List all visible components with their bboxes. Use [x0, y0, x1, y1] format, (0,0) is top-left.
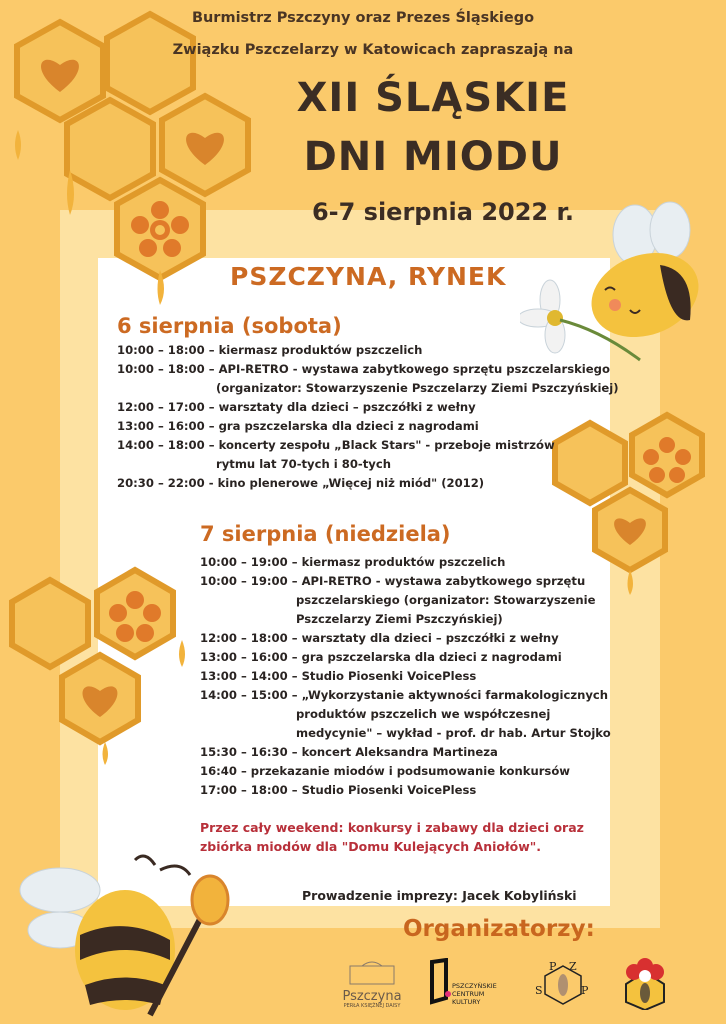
event-title-line-2: DNI MIODU — [303, 134, 563, 180]
event-title-line-1: XII ŚLĄSKIE — [296, 75, 570, 121]
schedule-description: kiermasz produktów pszczelich — [218, 343, 423, 357]
schedule-description-continued: Pszczelarzy Ziemi Pszczyńskiej) — [296, 612, 503, 626]
schedule-item — [117, 398, 619, 417]
schedule-description: gra pszczelarska dla dzieci z nagrodami — [218, 419, 479, 433]
schedule-description: Studio Piosenki VoicePless — [301, 783, 477, 797]
schedule-description-continued: produktów pszczelich we współczesnej — [296, 707, 551, 721]
schedule-description-continued: (organizator: Stowarzyszenie Pszczelarzy Ziemi Pszczyńskiej) — [216, 381, 619, 395]
schedule-item — [200, 667, 611, 686]
schedule-item — [200, 686, 611, 705]
pszczyna-logo-tagline: PERŁA KSIĘŻNEJ DAISY — [343, 1003, 401, 1009]
schedule-time: 20:30 – 22:00 - — [117, 476, 214, 490]
bee-honey-dipper-icon — [15, 845, 235, 1020]
schedule-item — [117, 341, 619, 360]
schedule-time: 10:00 – 19:00 – — [200, 574, 298, 588]
svg-text:S: S — [535, 984, 543, 997]
schedule-time: 14:00 – 15:00 – — [200, 688, 298, 702]
weekend-note-line: Przez cały weekend: konkursy i zabawy dla dzieci oraz — [200, 820, 584, 835]
schedule-description-continued: pszczelarskiego (organizator: Stowarzyszenie — [296, 593, 596, 607]
schedule-description: Studio Piosenki VoicePless — [301, 669, 477, 683]
schedule-item — [117, 474, 619, 493]
schedule-time: 17:00 – 18:00 – — [200, 783, 298, 797]
weekend-note — [200, 818, 584, 856]
pszczyna-logo-name: Pszczyna — [342, 989, 402, 1004]
day2-schedule — [200, 553, 611, 800]
schedule-description-continued: rytmu lat 70-tych i 80-tych — [216, 457, 391, 471]
schedule-item — [200, 629, 611, 648]
schedule-description: API-RETRO - wystawa zabytkowego sprzętu — [301, 574, 586, 588]
schedule-time: 14:00 – 18:00 – — [117, 438, 215, 452]
event-date: 6-7 sierpnia 2022 r. — [311, 198, 575, 226]
schedule-description: przekazanie miodów i podsumowanie konkursów — [250, 764, 570, 778]
schedule-item — [200, 781, 611, 800]
organizers-heading: Organizatorzy: — [403, 916, 595, 942]
event-host: Prowadzenie imprezy: Jacek Kobyliński — [302, 888, 577, 903]
schedule-time: 13:00 – 16:00 – — [200, 650, 298, 664]
szp-logo — [622, 958, 668, 1010]
invitation-line-1: Burmistrz Pszczyny oraz Prezes Śląskiego — [191, 10, 535, 26]
schedule-item — [200, 553, 611, 572]
schedule-description: warsztaty dla dzieci – pszczółki z wełny — [301, 631, 559, 645]
schedule-description: warsztaty dla dzieci – pszczółki z wełny — [218, 400, 476, 414]
schedule-time: 10:00 – 18:00 – — [117, 343, 215, 357]
schedule-time: 13:00 – 14:00 – — [200, 669, 298, 683]
schedule-item — [200, 572, 611, 591]
schedule-description: koncert Aleksandra Martineza — [301, 745, 498, 759]
schedule-time: 10:00 – 19:00 – — [200, 555, 298, 569]
pck-logo-name: PSZCZYŃSKIE CENTRUM KULTURY — [452, 982, 497, 1006]
schedule-time: 12:00 – 17:00 – — [117, 400, 215, 414]
pszczyna-logo — [342, 960, 402, 1009]
schedule-item — [117, 360, 619, 379]
schedule-description-continued: medycynie" – wykład - prof. dr hab. Artur Stojko — [296, 726, 611, 740]
pzp-logo — [533, 958, 593, 1010]
svg-text:P: P — [549, 960, 557, 973]
schedule-item — [200, 762, 611, 781]
schedule-item — [117, 436, 619, 455]
invitation-line-2: Związku Pszczelarzy w Katowicach zapraszają na — [172, 42, 574, 58]
schedule-description: koncerty zespołu „Black Stars" - przeboje mistrzów — [218, 438, 555, 452]
schedule-time: 10:00 – 18:00 – — [117, 362, 215, 376]
event-location: PSZCZYNA, RYNEK — [230, 262, 507, 291]
schedule-item — [117, 417, 619, 436]
schedule-description: kino plenerowe „Więcej niż miód" (2012) — [217, 476, 485, 490]
schedule-description: API-RETRO - wystawa zabytkowego sprzętu pszczelarskiego — [218, 362, 610, 376]
honeycomb-left-icon — [0, 555, 200, 765]
svg-text:Z: Z — [569, 960, 577, 973]
weekend-note-line: zbiórka miodów dla "Domu Kulejących Aniołów". — [200, 839, 542, 854]
day1-schedule — [117, 341, 619, 493]
day1-heading: 6 sierpnia (sobota) — [117, 314, 342, 338]
svg-text:P: P — [581, 984, 589, 997]
schedule-item — [200, 648, 611, 667]
schedule-time: 12:00 – 18:00 – — [200, 631, 298, 645]
schedule-description: „Wykorzystanie aktywności farmakologicznych — [301, 688, 609, 702]
day2-heading: 7 sierpnia (niedziela) — [200, 522, 451, 546]
schedule-time: 16:40 – — [200, 764, 247, 778]
schedule-description: kiermasz produktów pszczelich — [301, 555, 506, 569]
schedule-time: 13:00 – 16:00 – — [117, 419, 215, 433]
schedule-time: 15:30 – 16:30 – — [200, 745, 298, 759]
schedule-item — [200, 743, 611, 762]
schedule-description: gra pszczelarska dla dzieci z nagrodami — [301, 650, 562, 664]
